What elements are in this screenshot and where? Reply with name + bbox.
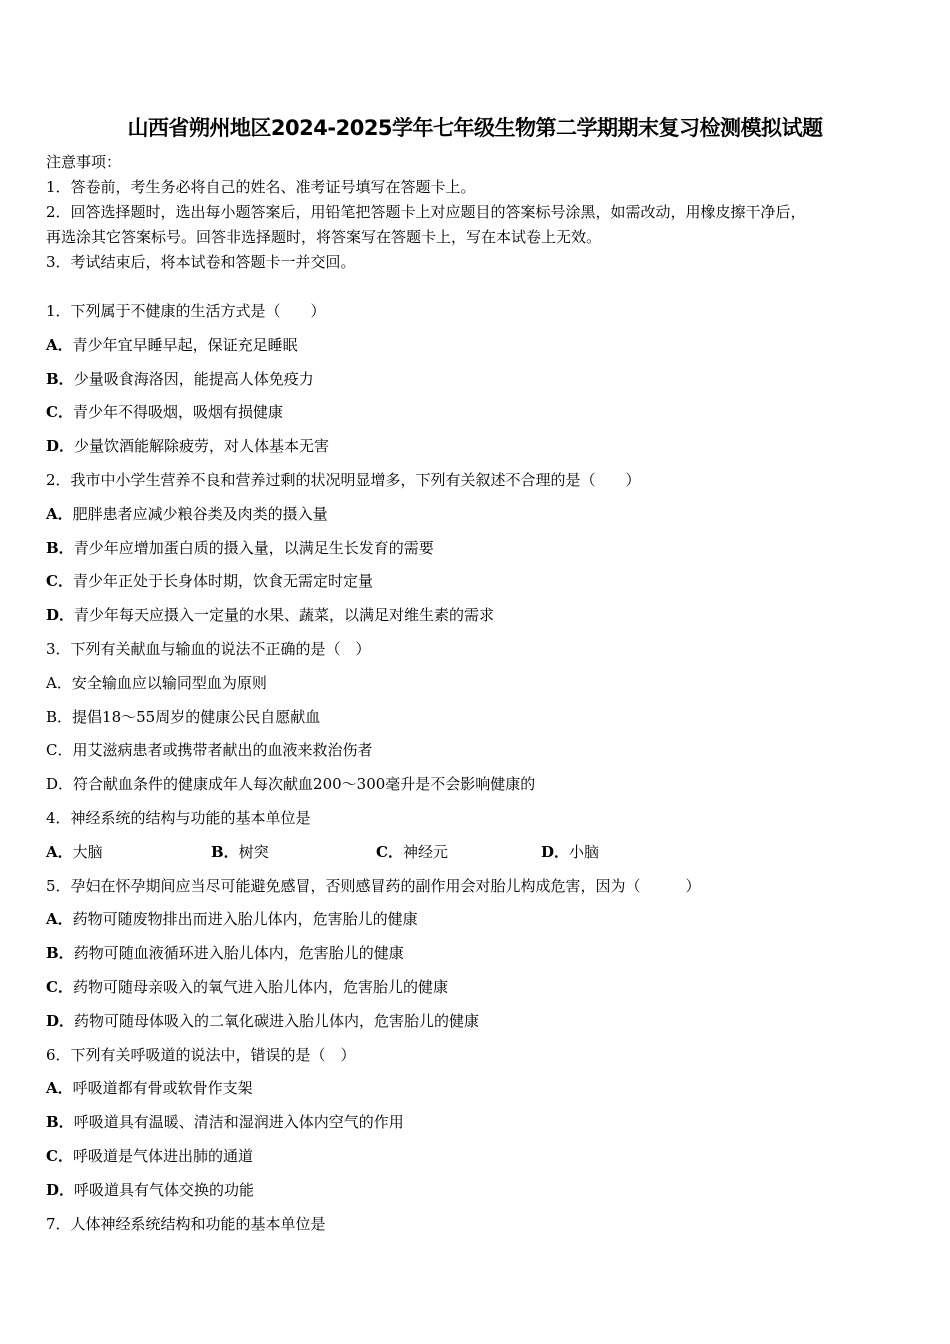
option-text: 符合献血条件的健康成年人每次献血200～300毫升是不会影响健康的 [73,775,536,794]
question-stem: 2．我市中小学生营养不良和营养过剩的状况明显增多，下列有关叙述不合理的是（ ） [46,470,641,489]
instruction-line: 2．回答选择题时，选出每小题答案后，用铅笔把答题卡上对应题目的答案标号涂黑，如需改动，用橡皮擦干净后， [46,203,806,221]
option [46,702,906,736]
option [46,600,906,634]
option-letter: A． [46,504,73,523]
option-text: 青少年宜早睡早起，保证充足睡眠 [72,335,298,354]
option [46,533,906,567]
option [46,364,906,398]
document-title: 山西省朔州地区2024-2025学年七年级生物第二学期期末复习检测模拟试题 [127,116,823,140]
option-letter: B． [46,1113,74,1132]
question-stem: 7．人体神经系统结构和功能的基本单位是 [46,1214,326,1233]
option-text: 安全输血应以输同型血为原则 [71,673,267,692]
option-letter: A． [46,673,72,692]
option-letter: D． [46,775,74,794]
option-text: 药物可随母体吸入的二氧化碳进入胎儿体内，危害胎儿的健康 [74,1011,480,1030]
option-letter: D． [46,1011,75,1030]
instruction-line: 再选涂其它答案标号。回答非选择题时，将答案写在答题卡上，写在本试卷上无效。 [46,228,602,246]
option [211,837,376,867]
option-letter: D． [541,842,570,861]
option-letter: C． [46,403,73,422]
option-text: 青少年正处于长身体时期，饮食无需定时定量 [72,572,373,591]
option-text: 用艾滋病患者或携带者献出的血液来救治伤者 [72,741,373,760]
option-text: 提倡18～55周岁的健康公民自愿献血 [72,707,321,726]
option-letter: C． [46,1146,73,1165]
option-letter: B． [46,538,74,557]
option [46,668,906,702]
option-letter: A． [46,910,73,929]
instruction-line: 3．考试结束后，将本试卷和答题卡一并交回。 [46,253,356,271]
option-letter: A． [46,335,73,354]
question-stem: 6．下列有关呼吸道的说法中，错误的是（ ） [46,1045,356,1064]
question-stem: 4．神经系统的结构与功能的基本单位是 [46,808,311,827]
question-stem: 3．下列有关献血与输血的说法不正确的是（ ） [46,639,371,658]
option-text: 呼吸道具有温暖、清洁和湿润进入体内空气的作用 [73,1113,404,1132]
option-text: 青少年不得吸烟，吸烟有损健康 [72,403,283,422]
option-text: 药物可随血液循环进入胎儿体内，危害胎儿的健康 [73,944,404,963]
option [46,837,211,867]
option [46,1175,906,1209]
option-text: 呼吸道都有骨或软骨作支架 [72,1079,253,1098]
option-letter: C． [46,741,73,760]
option [46,1006,906,1040]
question-list [46,296,906,1242]
question-stem: 5．孕妇在怀孕期间应当尽可能避免感冒，否则感冒药的副作用会对胎儿构成危害，因为（ ） [46,876,701,895]
option-text: 药物可随废物排出而进入胎儿体内，危害胎儿的健康 [72,910,418,929]
option-letter: B． [46,707,73,726]
option [46,972,906,1006]
option [46,397,906,431]
option-text: 神经元 [402,842,448,861]
option [46,431,906,465]
option [46,904,906,938]
option [541,837,706,867]
option [46,1107,906,1141]
option-text: 药物可随母亲吸入的氧气进入胎儿体内，危害胎儿的健康 [72,977,448,996]
option [46,735,906,769]
option-letter: C． [46,977,73,996]
option-letter: B． [46,369,74,388]
option-row [46,837,906,871]
option [46,1073,906,1107]
instructions [46,150,906,275]
option-letter: D． [46,437,75,456]
option-letter: D． [46,1180,75,1199]
option-text: 少量吸食海洛因，能提高人体免疫力 [73,369,314,388]
question-stem: 1．下列属于不健康的生活方式是（ ） [46,302,326,320]
option [46,769,906,803]
option [376,837,541,867]
instructions-heading: 注意事项： [46,153,122,171]
instruction-line: 1．答卷前，考生务必将自己的姓名、准考证号填写在答题卡上。 [46,178,476,196]
option-letter: B． [46,944,74,963]
option-text: 少量饮酒能解除疲劳，对人体基本无害 [74,437,330,456]
option-letter: D． [46,606,75,625]
option-letter: A． [46,842,73,861]
option-text: 小脑 [569,842,600,861]
option-text: 呼吸道具有气体交换的功能 [74,1180,255,1199]
option [46,499,906,533]
option-text: 青少年应增加蛋白质的摄入量，以满足生长发育的需要 [73,538,434,557]
option-text: 肥胖患者应减少粮谷类及肉类的摄入量 [72,504,328,523]
option-text: 青少年每天应摄入一定量的水果、蔬菜，以满足对维生素的需求 [74,606,495,625]
option [46,938,906,972]
option [46,1141,906,1175]
option-letter: B． [211,842,239,861]
option-text: 树突 [238,842,269,861]
option-text: 大脑 [72,842,103,861]
option-letter: C． [376,842,403,861]
option [46,566,906,600]
option-letter: A． [46,1079,73,1098]
option-text: 呼吸道是气体进出肺的通道 [72,1146,253,1165]
option [46,330,906,364]
option-letter: C． [46,572,73,591]
